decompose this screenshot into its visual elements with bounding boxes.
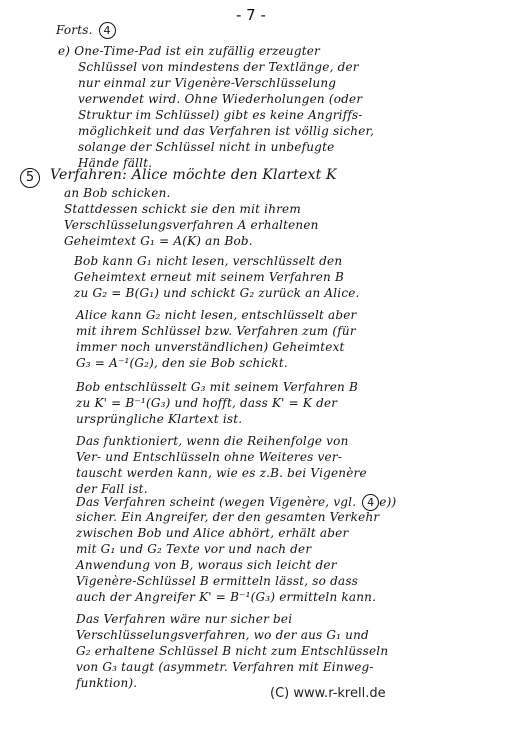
section-5-heading: Verfahren: Alice möchte den Klartext K: [50, 167, 337, 183]
bob-paragraph-line: Bob kann G₁ nicht lesen, verschlüsselt den: [74, 254, 343, 268]
function-paragraph-line: tauscht werden kann, wie es z.B. bei Vigenère: [76, 466, 367, 480]
section-5-line: an Bob schicken.: [64, 186, 171, 200]
unsafe-paragraph-line: auch der Angreifer K' = B⁻¹(G₃) ermitteln kann.: [76, 590, 377, 604]
reference-circle-number: 4: [362, 494, 379, 511]
function-paragraph-line: der Fall ist.: [76, 482, 148, 496]
para-e-line: Struktur im Schlüssel) gibt es keine Angriffs-: [78, 108, 363, 122]
para-e-line: Schlüssel von mindestens der Textlänge, der: [78, 60, 359, 74]
page-number: - 7 -: [236, 6, 266, 24]
para-e-line: möglichkeit und das Verfahren ist völlig sicher,: [78, 124, 375, 138]
unsafe-paragraph-line: sicher. Ein Angreifer, der den gesamten Verkehr: [76, 510, 380, 524]
copyright-notice: (C) www.r-krell.de: [270, 686, 386, 701]
bob-decrypt-line: zu K' = B⁻¹(G₃) und hofft, dass K' = K der: [76, 396, 338, 410]
para-e-line: verwendet wird. Ohne Wiederholungen (oder: [78, 92, 363, 106]
closing-paragraph-line: G₂ erhaltene Schlüssel B nicht zum Entschlüsseln: [76, 644, 389, 658]
bob-paragraph-line: zu G₂ = B(G₁) und schickt G₂ zurück an Alice.: [74, 286, 360, 300]
unsafe-paragraph-heading: [76, 494, 396, 511]
closing-paragraph-line: funktion).: [76, 676, 138, 690]
function-paragraph-line: Das funktioniert, wenn die Reihenfolge von: [76, 434, 349, 448]
bob-decrypt-line: Bob entschlüsselt G₃ mit seinem Verfahren B: [76, 380, 358, 394]
unsafe-paragraph-line: mit G₁ und G₂ Texte vor und nach der: [76, 542, 312, 556]
closing-paragraph-line: Das Verfahren wäre nur sicher bei: [76, 612, 293, 626]
para-e-line: nur einmal zur Vigenère-Verschlüsselung: [78, 76, 337, 90]
unsafe-paragraph-line: Anwendung von B, woraus sich leicht der: [76, 558, 337, 572]
bob-decrypt-line: ursprüngliche Klartext ist.: [76, 412, 243, 426]
alice-paragraph-line: immer noch unverständlichen) Geheimtext: [76, 340, 345, 354]
forts-heading: [56, 22, 116, 39]
reference-suffix: e)): [379, 495, 397, 509]
bob-paragraph-line: Geheimtext erneut mit seinem Verfahren B: [74, 270, 344, 284]
section-5-line: Stattdessen schickt sie den mit ihrem: [64, 202, 301, 216]
alice-paragraph-line: G₃ = A⁻¹(G₂), den sie Bob schickt.: [76, 356, 288, 370]
unsafe-paragraph-text: Das Verfahren scheint (wegen Vigenère, vgl.: [76, 495, 357, 509]
closing-paragraph-line: von G₃ taugt (asymmetr. Verfahren mit Einweg-: [76, 660, 374, 674]
section-5-circle-number: 5: [20, 168, 40, 188]
para-e-line: Hände fällt.: [78, 156, 153, 170]
alice-paragraph-line: mit ihrem Schlüssel bzw. Verfahren zum (für: [76, 324, 356, 338]
forts-circle-number: 4: [99, 22, 116, 39]
section-5-line: Verschlüsselungsverfahren A erhaltenen: [64, 218, 319, 232]
forts-label: Forts.: [56, 23, 93, 37]
closing-paragraph-line: Verschlüsselungsverfahren, wo der aus G₁ und: [76, 628, 369, 642]
section-5-line: Geheimtext G₁ = A(K) an Bob.: [64, 234, 253, 248]
alice-paragraph-line: Alice kann G₂ nicht lesen, entschlüsselt aber: [76, 308, 357, 322]
para-e-line: solange der Schlüssel nicht in unbefugte: [78, 140, 335, 154]
para-e-line: e) One-Time-Pad ist ein zufällig erzeugter: [58, 44, 320, 58]
function-paragraph-line: Ver- und Entschlüsseln ohne Weiteres ver-: [76, 450, 343, 464]
unsafe-paragraph-line: zwischen Bob und Alice abhört, erhält aber: [76, 526, 349, 540]
unsafe-paragraph-line: Vigenère-Schlüssel B ermitteln lässt, so dass: [76, 574, 359, 588]
